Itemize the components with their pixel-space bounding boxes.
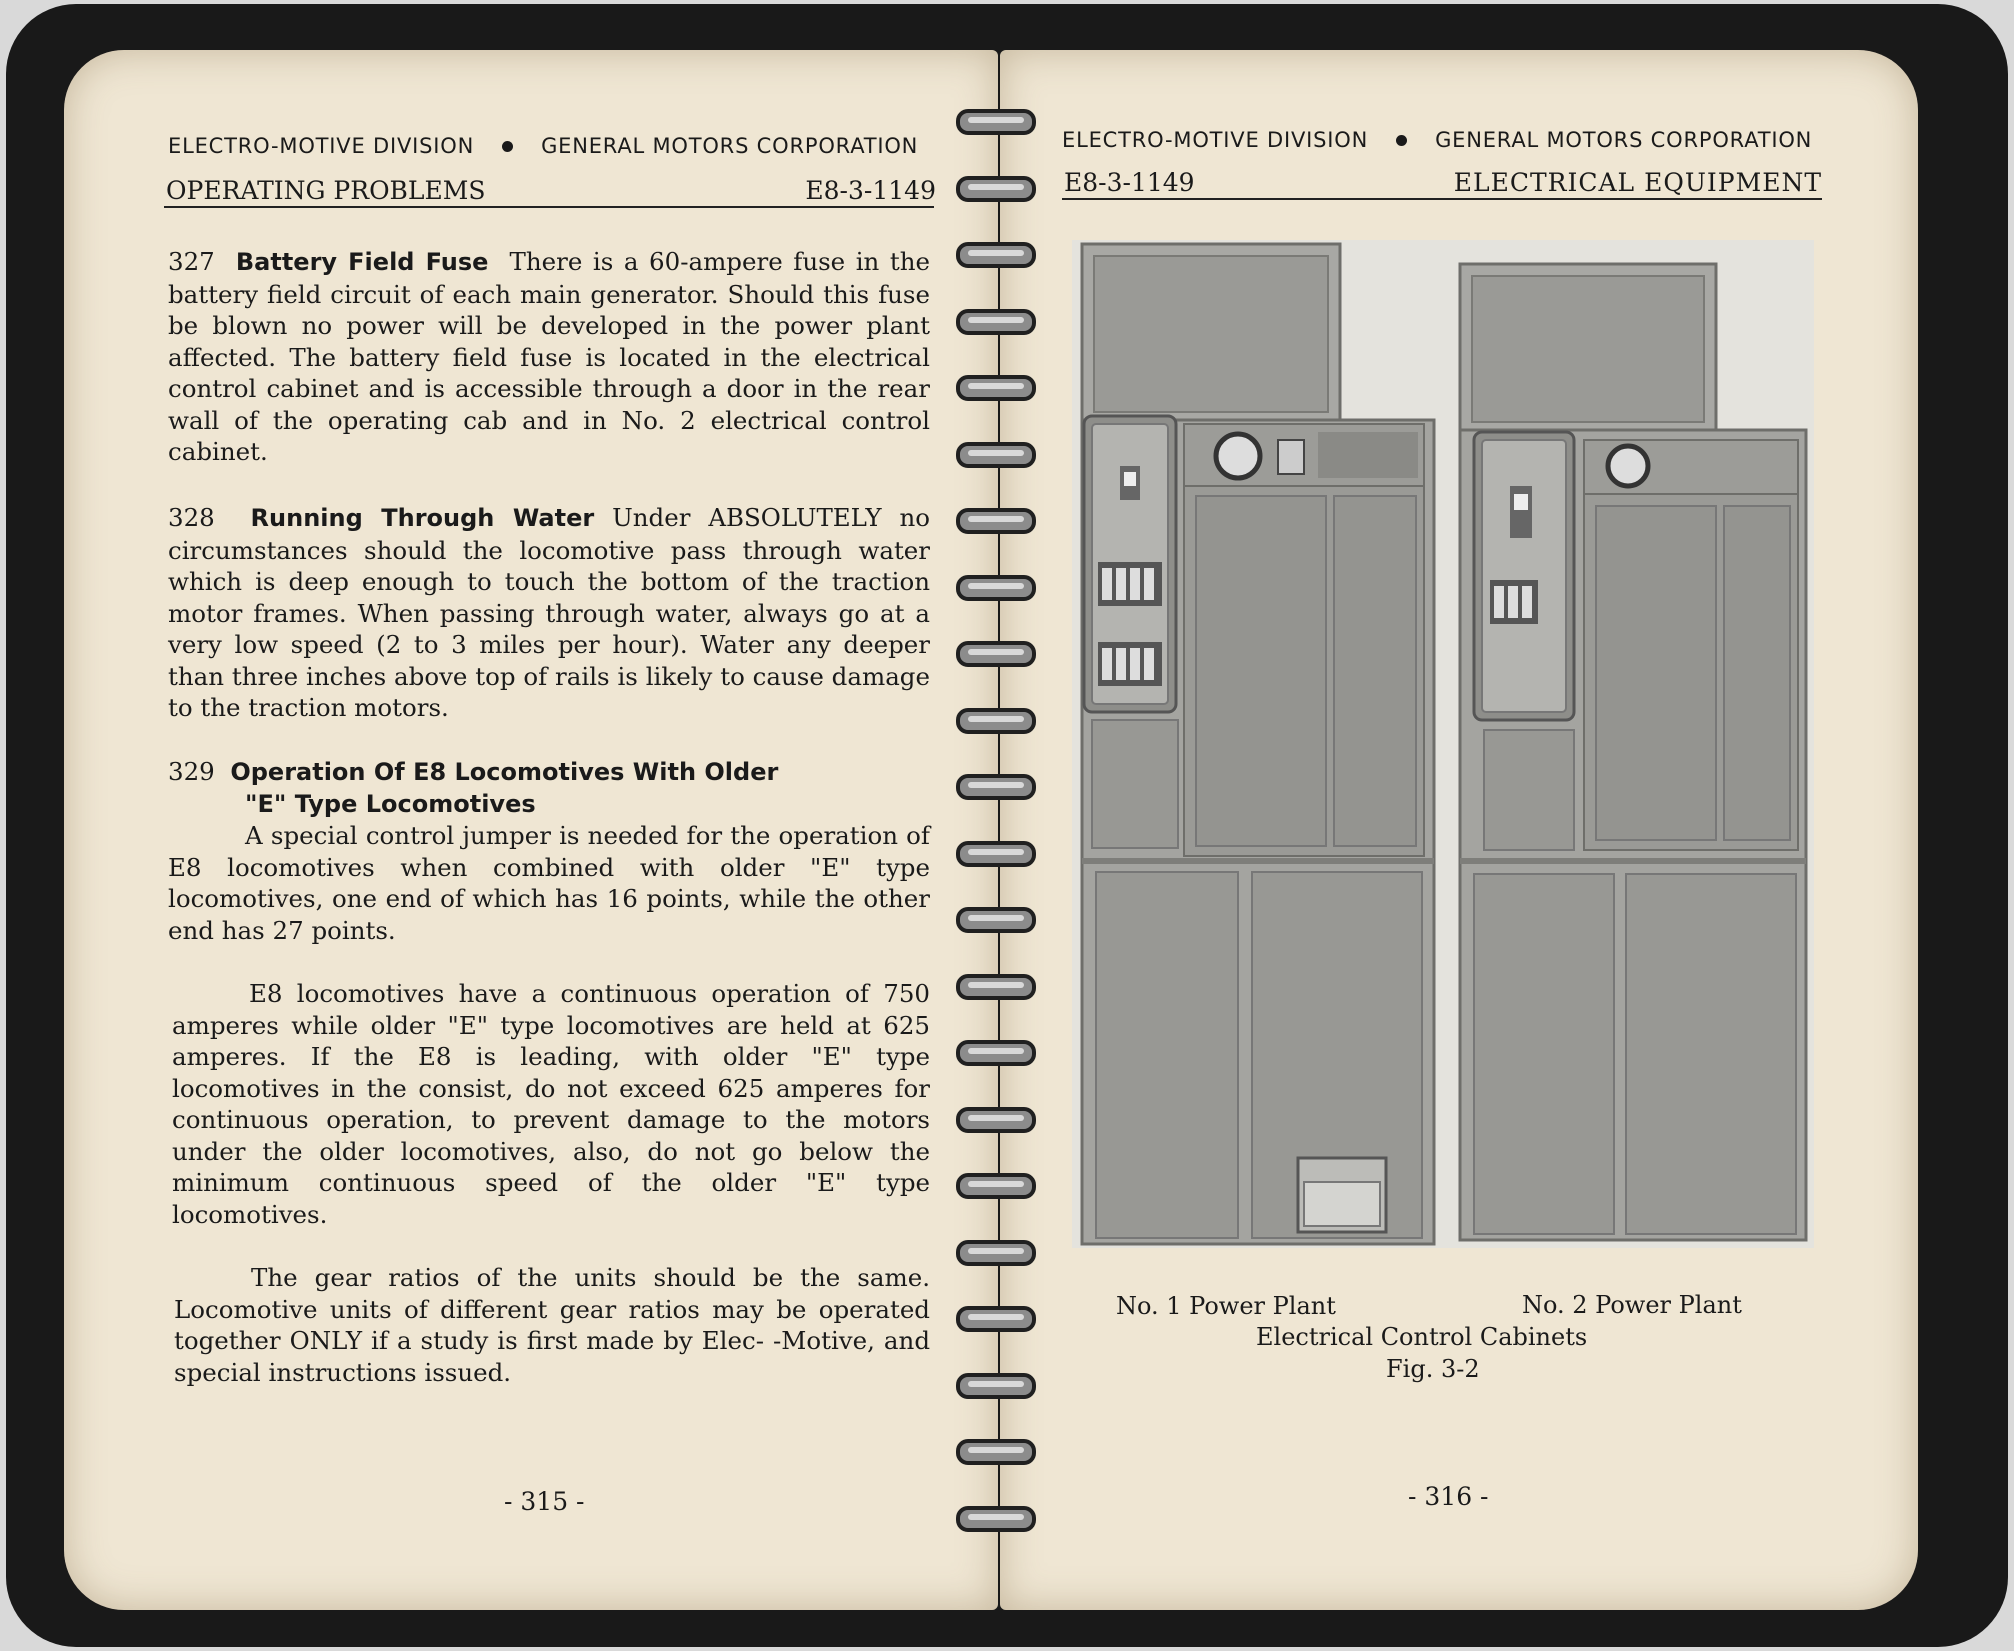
item-329-text3-end: -Motive, and special instructions issued. <box>174 1326 931 1387</box>
binding-coil-icon <box>956 574 1036 602</box>
binding-coil-icon <box>956 906 1036 934</box>
binding-coil-icon <box>956 241 1036 269</box>
right-section-title: ELECTRICAL EQUIPMENT <box>1453 168 1822 197</box>
right-header-rule <box>1062 198 1822 200</box>
caption-figure-number: Fig. 3-2 <box>1386 1355 1480 1383</box>
binding-coil-icon <box>956 175 1036 203</box>
left-header-rule <box>164 206 934 208</box>
header-company-right-right: GENERAL MOTORS CORPORATION <box>1435 128 1813 152</box>
item-329 <box>168 756 930 946</box>
header-company-left-right: ELECTRO-MOTIVE DIVISION <box>1062 128 1369 152</box>
item-329-text3 <box>174 1262 930 1388</box>
binding-coil-icon <box>956 973 1036 1001</box>
binding-coil-icon <box>956 1438 1036 1466</box>
item-328 <box>168 502 930 724</box>
item-328-number: 328 <box>168 503 215 532</box>
item-329-number: 329 <box>168 757 215 786</box>
binding-coil-icon <box>956 1172 1036 1200</box>
binding-coil-icon <box>956 441 1036 469</box>
item-327 <box>168 246 930 468</box>
binding-coil-icon <box>956 1039 1036 1067</box>
right-header <box>1062 128 1812 152</box>
left-doc-code: E8-3-1149 <box>805 176 936 205</box>
binding-coil-icon <box>956 108 1036 136</box>
item-329-title-line1: Operation Of E8 Locomotives With Older <box>230 758 779 786</box>
binding-coil-icon <box>956 1106 1036 1134</box>
right-doc-code: E8-3-1149 <box>1064 168 1195 197</box>
header-company-left: ELECTRO-MOTIVE DIVISION <box>168 134 475 158</box>
figure-electrical-cabinets <box>1072 240 1814 1248</box>
item-328-text: Under ABSOLUTELY no circumstances should the locomotive pass through water which is deep enough to touch the bottom of the traction motor frames. When passing through water, always go at a very low speed (2 to 3 miles per hour). Water any deeper than three inches above top of rails is likely to cause damage to the traction motors. <box>168 503 930 722</box>
binding-coil-icon <box>956 374 1036 402</box>
binding-coil-icon <box>956 640 1036 668</box>
binding-coil-icon <box>956 840 1036 868</box>
item-327-title: Battery Field Fuse <box>235 248 489 276</box>
left-page-number: - 315 - <box>504 1487 585 1516</box>
binding-coil-icon <box>956 1305 1036 1333</box>
caption-no2-power-plant: No. 2 Power Plant <box>1522 1291 1742 1319</box>
bullet-dot-icon <box>1396 135 1407 146</box>
item-327-number: 327 <box>168 247 215 276</box>
binding-coil-icon <box>956 707 1036 735</box>
item-329-text3-body: The gear ratios of the units should be the same. Locomotive units of different gear ratios may be operated together ONLY if a study is first made by Elec- <box>174 1263 930 1355</box>
item-329-title-line2: "E" Type Locomotives <box>245 789 536 818</box>
right-page-number: - 316 - <box>1408 1482 1489 1511</box>
binding-coil-icon <box>956 773 1036 801</box>
item-329-text1: A special control jumper is needed for the operation of E8 locomotives when combined with older "E" type locomotives, one end of which has 16 points, while the other end has 27 points. <box>168 821 930 945</box>
item-328-title: Running Through Water <box>250 504 595 532</box>
item-329-text2: E8 locomotives have a continuous operation of 750 amperes while older "E" type locomotives are held at 625 amperes. If the E8 is leading, with older "E" type locomotives in the consist, do not exceed 625 amperes for continuous operation, to prevent damage to the motors under the older locomotives, also, do not go below the minimum continuous speed of the older "E" type locomotives. <box>172 979 930 1229</box>
binding-coil-icon <box>956 1505 1036 1533</box>
binding-coil-icon <box>956 308 1036 336</box>
caption-no1-power-plant: No. 1 Power Plant <box>1116 1292 1336 1320</box>
item-327-text: There is a 60-ampere fuse in the battery field circuit of each main generator. Should this fuse be blown no power will be developed in the power plant affected. The battery field fuse is located in the electrical control cabinet and is accessible through a door in the rear wall of the operating cab and in No. 2 electrical control cabinet. <box>168 247 930 466</box>
caption-title: Electrical Control Cabinets <box>1256 1323 1588 1351</box>
binding-coil-icon <box>956 1372 1036 1400</box>
binding-coil-icon <box>956 507 1036 535</box>
left-section-title: OPERATING PROBLEMS <box>166 176 486 205</box>
bullet-dot-icon <box>502 141 513 152</box>
header-company-right: GENERAL MOTORS CORPORATION <box>541 134 919 158</box>
binding-coil-icon <box>956 1239 1036 1267</box>
left-header <box>168 134 918 158</box>
